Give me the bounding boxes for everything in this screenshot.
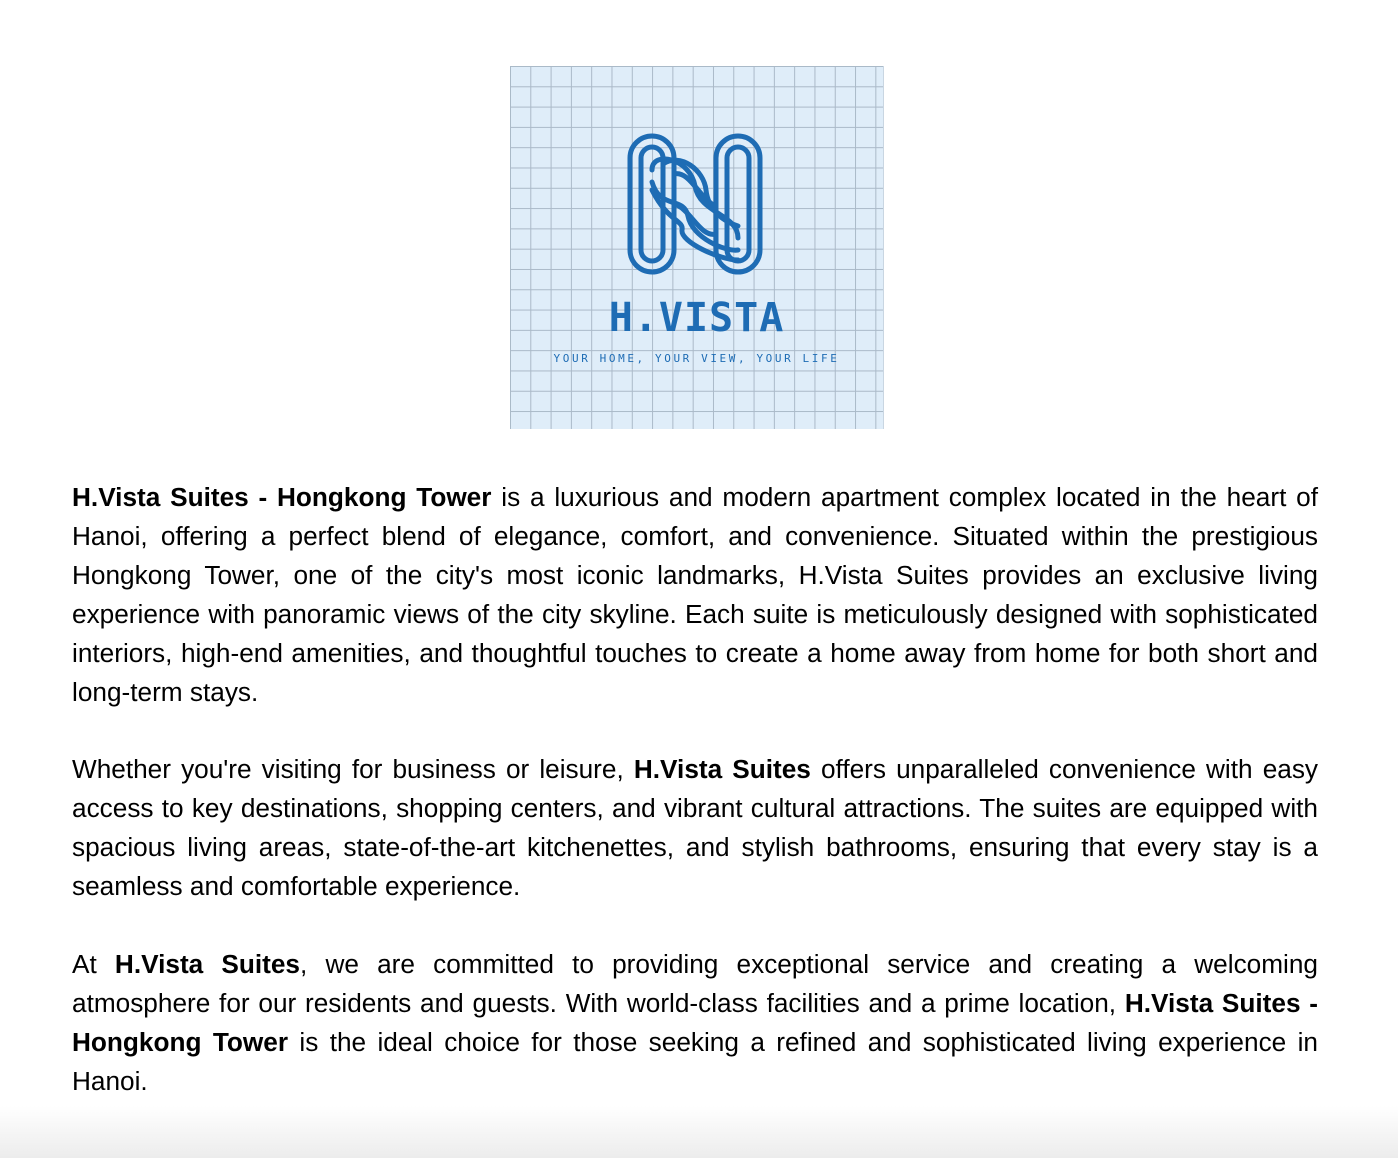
paragraph-convenience	[72, 750, 1318, 906]
page-bottom-shadow	[0, 1106, 1398, 1158]
bold-text: H.Vista Suites - Hongkong Tower	[72, 987, 1318, 1057]
paragraph-intro	[72, 478, 1318, 711]
body-text: Whether you're visiting for business or leisure,	[72, 754, 634, 785]
body-text: At	[72, 948, 115, 979]
bold-text: H.Vista Suites	[114, 948, 300, 979]
body-text: , we are committed to providing exceptional service and creating a welcoming atmosphere for our residents and guests. With world-class facilities and a prime location,	[72, 948, 1318, 1018]
logo-tagline: YOUR HOME, YOUR VIEW, YOUR LIFE	[553, 352, 840, 365]
logo-wordmark: H.VISTA	[608, 295, 785, 341]
bold-text: H.Vista Suites - Hongkong Tower	[72, 482, 492, 512]
paragraph-commitment	[72, 945, 1318, 1101]
brand-logo	[510, 66, 884, 429]
body-text: is the ideal choice for those seeking a refined and sophisticated living experience in Hanoi.	[72, 1026, 1318, 1096]
interlocking-h-logo-icon	[620, 130, 770, 280]
body-text: is a luxurious and modern apartment complex located in the heart of Hanoi, offering a perfect blend of elegance, comfort, and convenience. Situated within the prestigious Hongkong Tower, one of the city's most iconic landmarks, H.Vista Suites provides an exclusive living experience with panoramic views of the city skyline. Each suite is meticulously designed with sophisticated interiors, high-end amenities, and thoughtful touches to create a home away from home for both short and long-term stays.	[72, 482, 1318, 707]
bold-text: H.Vista Suites	[633, 754, 811, 785]
document-body	[72, 478, 1318, 1139]
body-text: offers unparalleled convenience with easy access to key destinations, shopping centers, and vibrant cultural attractions. The suites are equipped with spacious living areas, state-of-the-art kitchenettes, and stylish bathrooms, ensuring that every stay is a seamless and comfortable experience.	[72, 754, 1319, 902]
